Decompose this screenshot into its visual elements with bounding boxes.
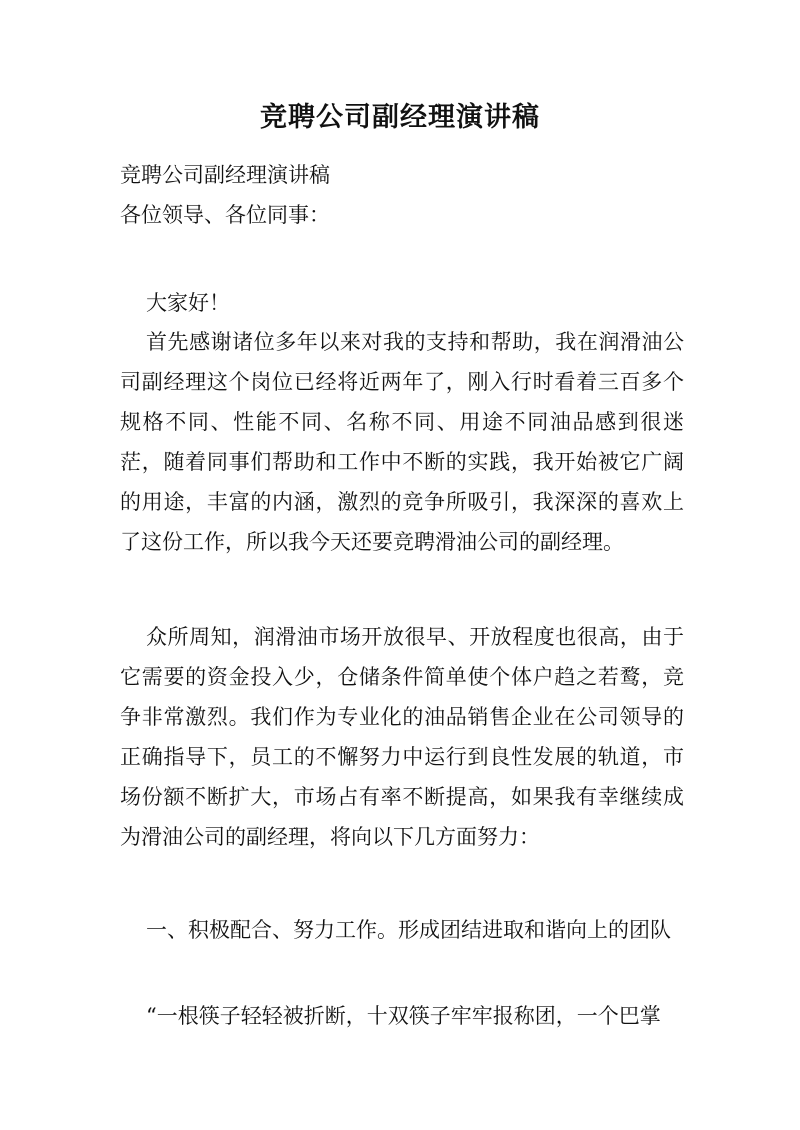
greeting: 大家好！	[146, 291, 230, 315]
document-title: 竞聘公司副经理演讲稿	[260, 102, 540, 133]
document-subtitle: 竞聘公司副经理演讲稿	[120, 163, 330, 187]
salutation: 各位领导、各位同事：	[120, 203, 330, 227]
paragraph-1: 首先感谢诸位多年以来对我的支持和帮助，我在润滑油公司副经理这个岗位已经将近两年了，刚入行时看着三百多个规格不同、性能不同、名称不同、用途不同油品感到很迷茫，随着同事们帮助和工作中不断的实践，我开始被它广阔的用途，丰富的内涵，激烈的竞争所吸引，我深深的喜欢上了这份工作，所以我今天还要竞聘滑油公司的副经理。	[120, 330, 684, 554]
paragraph-3: “一根筷子轻轻被折断，十双筷子牢牢报称团，一个巴掌	[146, 1004, 661, 1028]
section-heading-1: 一、积极配合、努力工作。形成团结进取和谐向上的团队	[146, 918, 671, 942]
paragraph-2: 众所周知，润滑油市场开放很早、开放程度也很高，由于它需要的资金投入少，仓储条件简单使个体户趋之若鹜，竞争非常激烈。我们作为专业化的油品销售企业在公司领导的正确指导下，员工的不懈努力中运行到良性发展的轨道，市场份额不断扩大，市场占有率不断提高，如果我有幸继续成为滑油公司的副经理，将向以下几方面努力：	[120, 625, 684, 849]
